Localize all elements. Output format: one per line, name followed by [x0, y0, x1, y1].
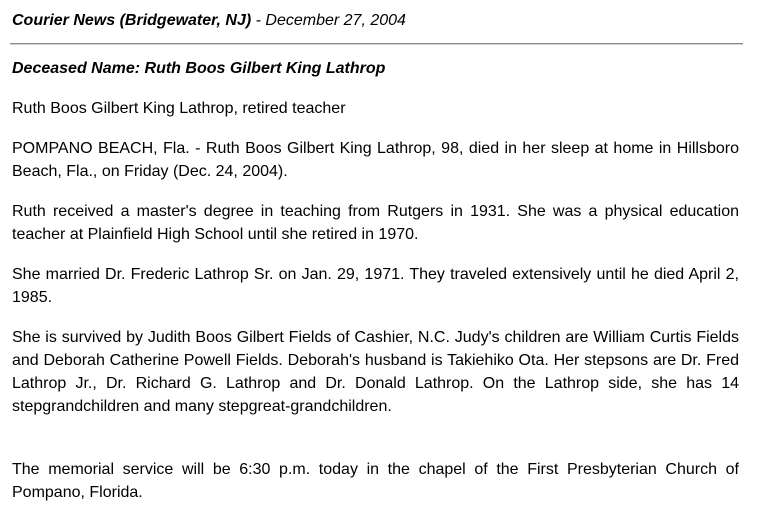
publication-date: December 27, 2004 — [265, 12, 406, 29]
article-paragraph: She is survived by Judith Boos Gilbert Fields of Cashier, N.C. Judy's children are William Curtis Fields and Deborah Catherine Powell Fields. Deborah's husband is Takiehiko Ota. Her stepsons are Dr. Fred Lathrop Jr., Dr. Richard G. Lathrop and Dr. Donald Lathrop. On the Lathrop side, she has 14 stepgrandchildren and many stepgreat-grandchildren. — [12, 329, 739, 415]
article-paragraph: Ruth received a master's degree in teaching from Rutgers in 1931. She was a physical education teacher at Plainfield High School until she retired in 1970. — [12, 203, 739, 243]
masthead — [12, 11, 739, 31]
masthead-divider — [10, 43, 743, 45]
article-paragraph: POMPANO BEACH, Fla. - Ruth Boos Gilbert King Lathrop, 98, died in her sleep at home in Hillsboro Beach, Fla., on Friday (Dec. 24, 2004). — [12, 140, 739, 180]
newspaper-name: Courier News (Bridgewater, NJ) — [12, 12, 252, 29]
article-paragraph: She married Dr. Frederic Lathrop Sr. on Jan. 29, 1971. They traveled extensively until he died April 2, 1985. — [12, 266, 739, 306]
deceased-name-heading: Deceased Name: Ruth Boos Gilbert King Lathrop — [12, 60, 386, 77]
article-paragraph: The memorial service will be 6:30 p.m. today in the chapel of the First Presbyterian Church of Pompano, Florida. — [12, 461, 739, 501]
obituary-page — [12, 0, 739, 501]
article-subtitle: Ruth Boos Gilbert King Lathrop, retired teacher — [12, 100, 346, 117]
masthead-separator: - — [251, 12, 266, 29]
